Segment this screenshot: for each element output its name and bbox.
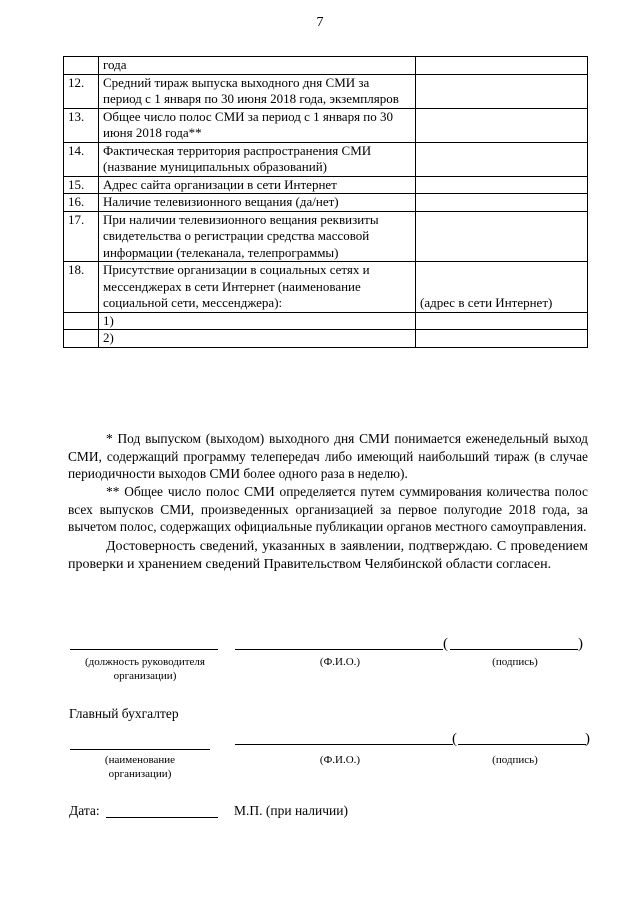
row-description: При наличии телевизионного вещания реквизиты свидетельства о регистрации средства массовой информации (телеканала, телепрограммы)	[99, 211, 416, 262]
row-description: Наличие телевизионного вещания (да/нет)	[99, 194, 416, 212]
table-row	[64, 312, 588, 330]
date-label: Дата:	[69, 803, 100, 818]
accountant-signature-caption: (подпись)	[492, 754, 538, 766]
row-value	[416, 312, 588, 330]
row-value	[416, 330, 588, 348]
table-row	[64, 176, 588, 194]
org-name-line	[70, 749, 210, 750]
fio-line	[235, 649, 443, 650]
row-value: (адрес в сети Интернет)	[416, 262, 588, 313]
row-description: Фактическая территория распространения СМИ (название муниципальных образований)	[99, 142, 416, 176]
row-number: 14.	[64, 142, 99, 176]
signature-line	[450, 649, 578, 650]
table-row	[64, 211, 588, 262]
confirmation-text: Достоверность сведений, указанных в заявлении, подтверждаю. С проведением проверки и хранением сведений Правительством Челябинской области согласен.	[68, 539, 588, 572]
row-number	[64, 57, 99, 75]
row-value	[416, 108, 588, 142]
table-row	[64, 74, 588, 108]
row-description: Общее число полос СМИ за период с 1 января по 30 июня 2018 года**	[99, 108, 416, 142]
table-row	[64, 108, 588, 142]
row-number: 17.	[64, 211, 99, 262]
org-name-caption: (наименование организации)	[104, 754, 176, 780]
row-value	[416, 194, 588, 212]
footnote-1: * Под выпуском (выходом) выходного дня СМИ понимается еженедельный выход СМИ, содержащий программу телепередач либо имеющий наибольший тираж (в случае периодичности выходов СМИ более одного раза в неделю).	[68, 431, 588, 481]
row-number: 16.	[64, 194, 99, 212]
table-row	[64, 142, 588, 176]
close-paren-2: )	[585, 731, 590, 747]
footnote-2: ** Общее число полос СМИ определяется путем суммирования количества полос всех выпусков СМИ, произведенных организацией за первое полугодие 2018 года, за вычетом полос, содержащих официальные публикации органов местного самоуправления.	[68, 484, 588, 534]
table-row	[64, 330, 588, 348]
info-table	[63, 56, 588, 348]
row-description: 1)	[99, 312, 416, 330]
position-line	[70, 649, 218, 650]
row-number: 15.	[64, 176, 99, 194]
position-caption: (должность руководителя организации)	[85, 656, 205, 682]
row-value	[416, 74, 588, 108]
row-description: Средний тираж выпуска выходного дня СМИ за период с 1 января по 30 июня 2018 года, экземпляров	[99, 74, 416, 108]
date-line	[106, 817, 218, 818]
row-description: Присутствие организации в социальных сетях и мессенджерах в сети Интернет (наименование социальной сети, мессенджера):	[99, 262, 416, 313]
table-row	[64, 194, 588, 212]
row-description: года	[99, 57, 416, 75]
accountant-fio-caption: (Ф.И.О.)	[319, 754, 361, 766]
open-paren: (	[443, 636, 448, 652]
close-paren: )	[578, 636, 583, 652]
row-value	[416, 57, 588, 75]
row-value	[416, 176, 588, 194]
row-number	[64, 330, 99, 348]
accountant-label: Главный бухгалтер	[69, 706, 179, 721]
open-paren-2: (	[452, 731, 457, 747]
accountant-signature-line	[458, 744, 586, 745]
stamp-label: М.П. (при наличии)	[234, 803, 348, 818]
signature-caption: (подпись)	[492, 656, 538, 668]
table-row	[64, 57, 588, 75]
row-value	[416, 142, 588, 176]
table-row	[64, 262, 588, 313]
page-number: 7	[316, 15, 324, 30]
row-number	[64, 312, 99, 330]
fio-caption: (Ф.И.О.)	[319, 656, 361, 668]
row-number: 18.	[64, 262, 99, 313]
row-number: 12.	[64, 74, 99, 108]
row-number: 13.	[64, 108, 99, 142]
accountant-fio-line	[235, 744, 453, 745]
row-value	[416, 211, 588, 262]
row-description: 2)	[99, 330, 416, 348]
row-description: Адрес сайта организации в сети Интернет	[99, 176, 416, 194]
